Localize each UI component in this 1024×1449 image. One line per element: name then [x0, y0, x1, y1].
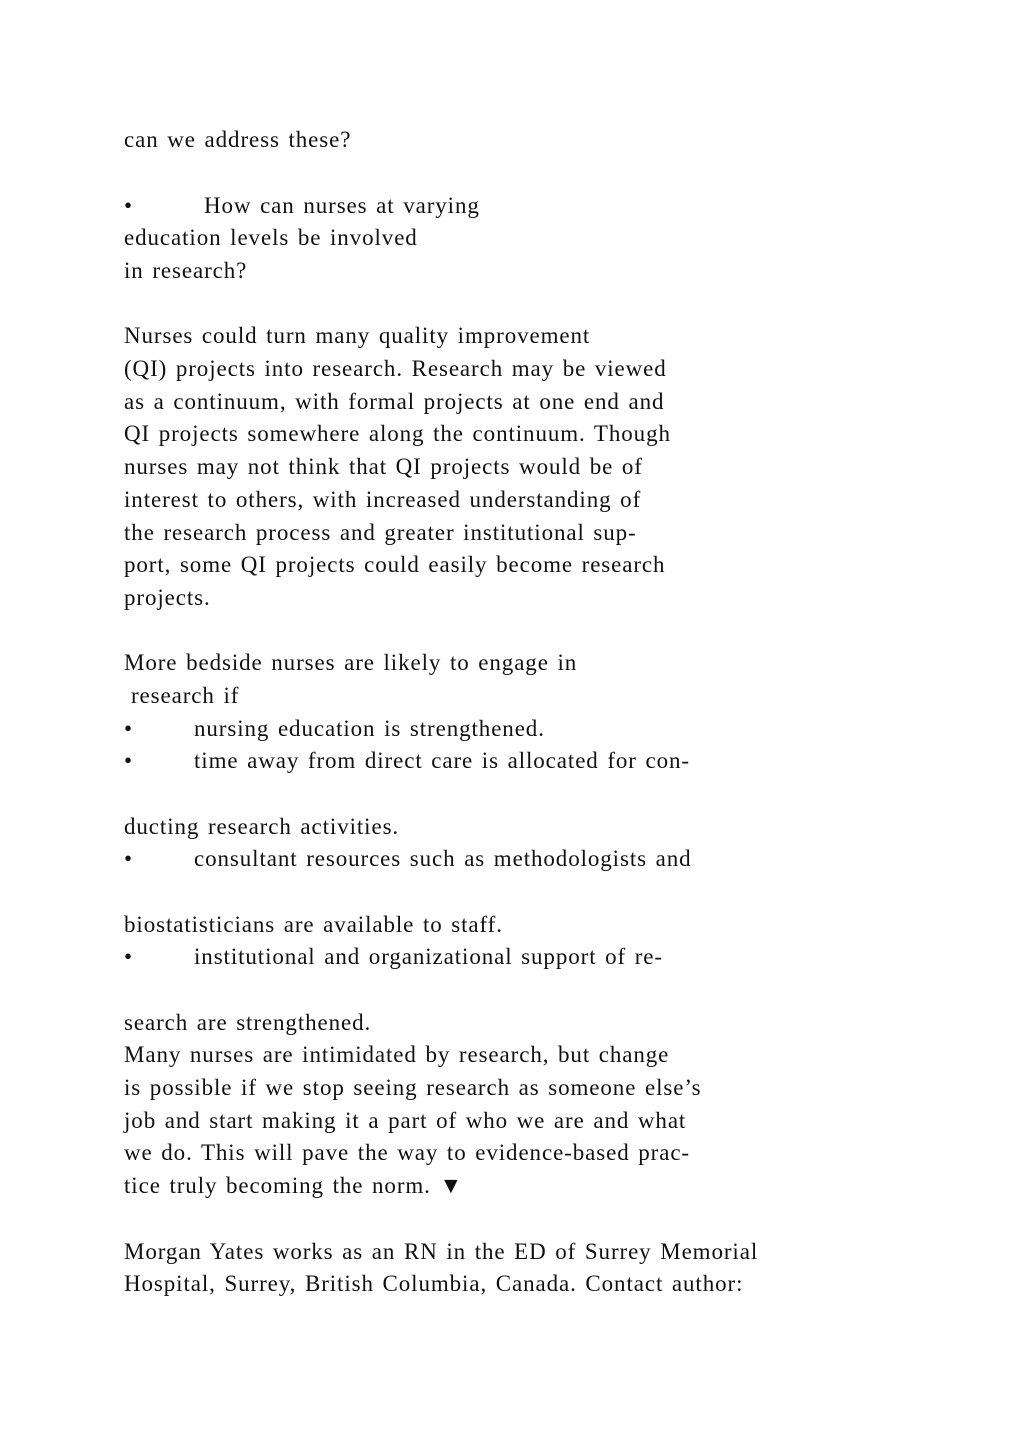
bullet-glyph: • — [124, 748, 133, 773]
paragraph-line: Many nurses are intimidated by research, but change — [124, 1042, 670, 1067]
paragraph-line: nurses may not think that QI projects would be of — [124, 454, 643, 479]
paragraph-line: port, some QI projects could easily become research — [124, 552, 666, 577]
bullet-item-text: time away from direct care is allocated for con- — [194, 748, 690, 773]
bullet-glyph: • — [124, 846, 133, 871]
paragraph-line: projects. — [124, 585, 211, 610]
bullet-glyph: • — [124, 716, 133, 741]
paragraph-line: the research process and greater institutional sup- — [124, 520, 637, 545]
paragraph-line: tice truly becoming the norm. ▼ — [124, 1173, 464, 1198]
text-line: can we address these? — [124, 127, 352, 152]
paragraph-line: as a continuum, with formal projects at one end and — [124, 389, 665, 414]
author-note-line: Hospital, Surrey, British Columbia, Canada. Contact author: — [124, 1271, 744, 1296]
paragraph-line: QI projects somewhere along the continuum. Though — [124, 421, 671, 446]
paragraph-line: job and start making it a part of who we are and what — [124, 1108, 687, 1133]
bullet-item-text: consultant resources such as methodologists and — [194, 846, 692, 871]
text-line: ducting research activities. — [124, 814, 400, 839]
paragraph-line: is possible if we stop seeing research as someone else’s — [124, 1075, 702, 1100]
bullet-glyph: • — [124, 193, 133, 218]
bullet-item-text: How can nurses at varying — [204, 193, 480, 218]
text-line: education levels be involved — [124, 225, 418, 250]
bullet-glyph: • — [124, 944, 133, 969]
paragraph-line: interest to others, with increased understanding of — [124, 487, 642, 512]
bullet-item-text: institutional and organizational support of re- — [194, 944, 663, 969]
paragraph-line: Nurses could turn many quality improvement — [124, 323, 591, 348]
text-line: biostatisticians are available to staff. — [124, 912, 503, 937]
paragraph-line: research if — [131, 683, 240, 708]
paragraph-line: More bedside nurses are likely to engage in — [124, 650, 578, 675]
bullet-item-text: nursing education is strengthened. — [194, 716, 545, 741]
author-note-line: Morgan Yates works as an RN in the ED of Surrey Memorial — [124, 1239, 759, 1264]
text-line: in research? — [124, 258, 248, 283]
text-line: search are strengthened. — [124, 1010, 372, 1035]
paragraph-line: (QI) projects into research. Research may be viewed — [124, 356, 667, 381]
paragraph-line: we do. This will pave the way to evidence-based prac- — [124, 1140, 690, 1165]
